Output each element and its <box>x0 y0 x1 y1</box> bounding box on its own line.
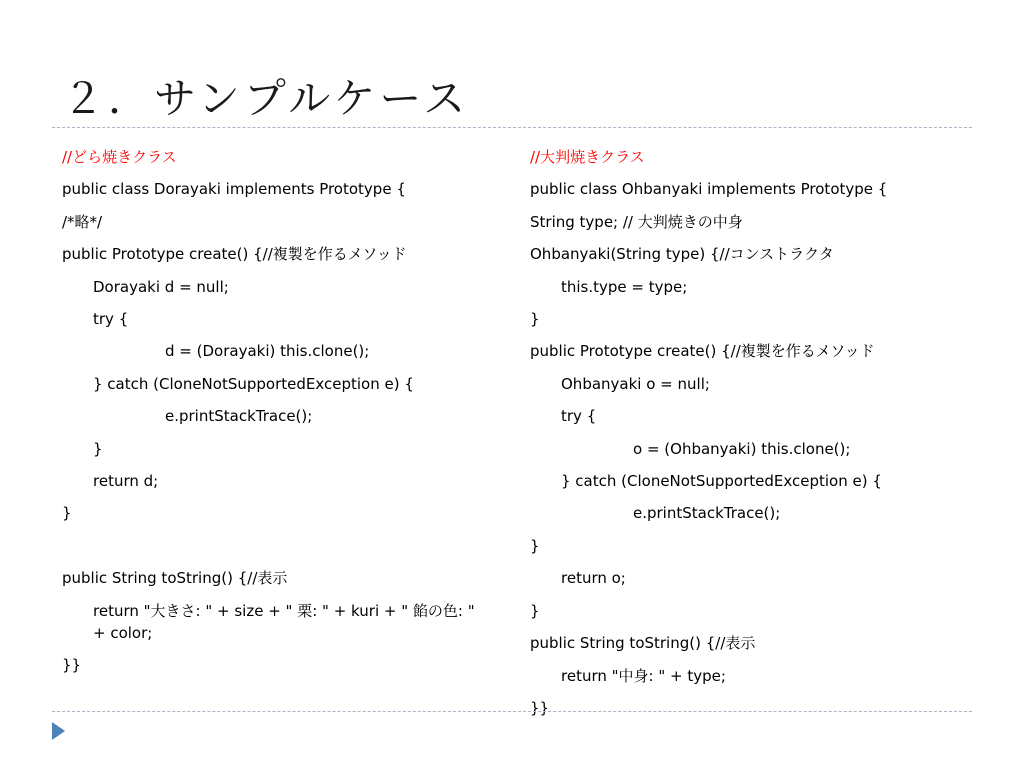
code-line: try { <box>561 407 597 426</box>
code-line: return d; <box>93 472 159 491</box>
code-line: //どら焼きクラス <box>62 148 177 166</box>
bottom-divider <box>52 711 972 712</box>
code-line: } <box>93 439 103 458</box>
code-line: String type; // 大判焼きの中身 <box>530 212 743 231</box>
code-line: d = (Dorayaki) this.clone(); <box>165 342 370 361</box>
code-line: Dorayaki d = null; <box>93 277 229 296</box>
code-line: } catch (CloneNotSupportedException e) { <box>561 472 882 491</box>
code-line: o = (Ohbanyaki) this.clone(); <box>633 439 851 458</box>
code-line: return "大きさ: " + size + " 栗: " + kuri + " 餡の色: " + color; <box>93 601 475 642</box>
code-line: e.printStackTrace(); <box>633 504 781 523</box>
code-line: e.printStackTrace(); <box>165 407 313 426</box>
code-line: //大判焼きクラス <box>530 148 645 166</box>
play-triangle-icon[interactable] <box>52 722 65 740</box>
code-line-blank <box>62 530 482 562</box>
code-line: public Prototype create() {//複製を作るメソッド <box>530 342 875 361</box>
left-code-column <box>62 141 482 681</box>
code-line: public class Dorayaki implements Prototype { <box>62 180 406 199</box>
top-divider <box>52 127 972 128</box>
slide-title: ２．サンプルケース <box>62 74 470 123</box>
code-line: Ohbanyaki o = null; <box>561 374 710 393</box>
code-line: public class Ohbanyaki implements Prototype { <box>530 180 888 199</box>
code-line: /*略*/ <box>62 212 103 231</box>
code-line: this.type = type; <box>561 277 688 296</box>
code-line: } <box>530 601 540 620</box>
code-line: Ohbanyaki(String type) {//コンストラクタ <box>530 245 834 264</box>
right-code-column <box>530 141 970 724</box>
code-line: } <box>530 536 540 555</box>
code-line: return "中身: " + type; <box>561 666 726 685</box>
code-line: try { <box>93 310 129 329</box>
code-line: } <box>530 310 540 329</box>
code-line: public String toString() {//表示 <box>530 634 756 653</box>
code-line: public String toString() {//表示 <box>62 569 288 588</box>
code-line: }} <box>530 698 550 717</box>
code-line: } <box>62 504 72 523</box>
code-line: } catch (CloneNotSupportedException e) { <box>93 374 414 393</box>
code-line: return o; <box>561 569 626 588</box>
code-line: public Prototype create() {//複製を作るメソッド <box>62 245 407 264</box>
code-line: }} <box>62 655 82 674</box>
